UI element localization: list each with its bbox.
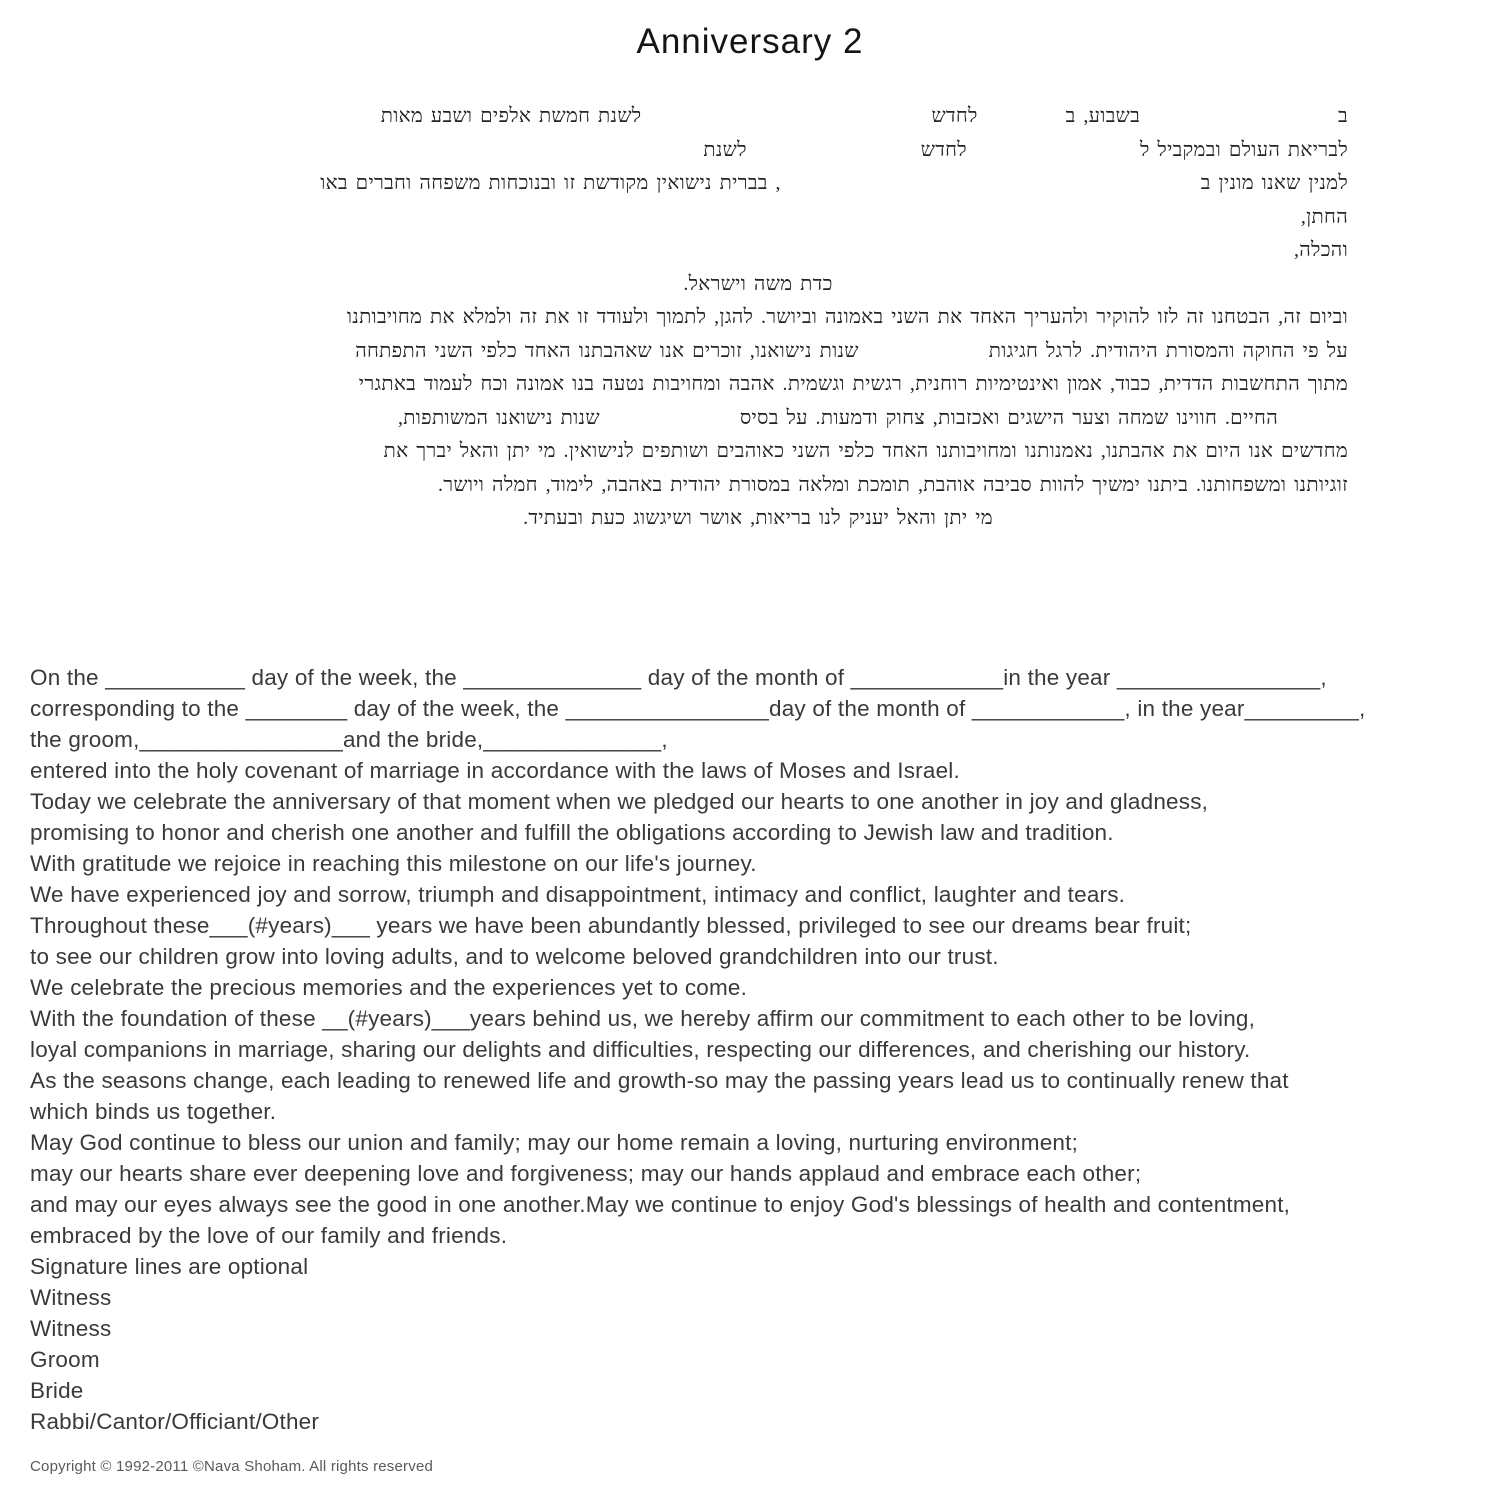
hebrew-text-block — [168, 100, 1348, 536]
hebrew-text: זוגיותנו ומשפחותנו. ביתנו ימשיך להוות סביבה אוהבת, תומכת ומלאה במסורת יהודית באהבה, לימוד, חמלה ויושר. — [437, 473, 1348, 496]
signature-line-label: Groom — [30, 1347, 100, 1372]
signature-line-label: Witness — [30, 1316, 112, 1341]
english-text-block — [30, 662, 1485, 1437]
fill-in-blank — [967, 154, 1140, 156]
hebrew-text: לחדש — [931, 105, 978, 127]
signature-line-label: Bride — [30, 1378, 84, 1403]
hebrew-text: כדת משה וישראל. — [683, 272, 833, 295]
fill-in-blank — [1140, 120, 1338, 122]
hebrew-line — [168, 268, 1348, 302]
fill-in-blank — [978, 120, 1066, 122]
hebrew-text: מתוך התחשבות הדדית, כבוד, אמון ואינטימיות רוחנית, רגשית וגשמית. אהבה ומחויבות נטעה בנו אמונה וכח לעמוד באתגרי — [358, 373, 1348, 395]
hebrew-line — [168, 402, 1348, 436]
fill-in-blank — [859, 355, 989, 357]
signature-lines — [30, 1282, 1485, 1437]
english-line: to see our children grow into loving adults, and to welcome beloved grandchildren into our trust. — [30, 944, 999, 969]
english-line: With gratitude we rejoice in reaching this milestone on our life's journey. — [30, 851, 757, 876]
hebrew-line — [168, 435, 1348, 469]
hebrew-text: וביום זה, הבטחנו זה לזו להוקיר ולהעריך האחד את השני באמונה וביושר. להגן, לתמוך ולעודד זו את זה ולמלא את מחויבותנו — [346, 306, 1348, 328]
hebrew-text: מחדשים אנו היום את אהבתנו, נאמנותנו ומחויבותנו האחד כלפי השני כאוהבים ושותפים לנישואין. מי יתן והאל יברך את — [383, 440, 1348, 462]
hebrew-line-bride — [168, 234, 1348, 268]
english-line: entered into the holy covenant of marriage in accordance with the laws of Moses and Israel. — [30, 758, 960, 783]
english-line: the groom,________________and the bride,______________, — [30, 727, 668, 752]
fill-in-blank — [600, 422, 740, 424]
signature-note: Signature lines are optional — [30, 1254, 309, 1279]
hebrew-line — [168, 469, 1348, 503]
english-line: may our hearts share ever deepening love and forgiveness; may our hands applaud and embrace each other; — [30, 1161, 1142, 1186]
hebrew-line — [168, 134, 1348, 168]
signature-line-label: Rabbi/Cantor/Officiant/Other — [30, 1409, 320, 1434]
fill-in-blank — [781, 187, 1201, 189]
hebrew-line — [168, 502, 1348, 536]
hebrew-text: , בברית נישואין מקודשת זו ובנוכחות משפחה וחברים באו — [320, 172, 781, 194]
hebrew-text: לשנת חמשת אלפים ושבע מאות — [380, 105, 642, 127]
fill-in-blank — [641, 120, 931, 122]
english-line: Throughout these___(#years)___ years we have been abundantly blessed, privileged to see our dreams bear fruit; — [30, 913, 1192, 938]
hebrew-text: מי יתן והאל יעניק לנו בריאות, אושר ושיגשוג כעת ובעתיד. — [523, 507, 993, 529]
hebrew-text: לבריאת העולם ובמקביל ל — [1139, 138, 1348, 161]
hebrew-text: שנות נישואנו, זוכרים אנו שאהבתנו האחד כלפי השני התפתחה — [355, 339, 859, 362]
hebrew-text: בשבוע, ב — [1065, 105, 1141, 127]
english-line: corresponding to the ________ day of the week, the ________________day of the month of ____________, in the year_________, — [30, 696, 1366, 721]
signature-line-label: Witness — [30, 1285, 112, 1310]
hebrew-line — [168, 335, 1348, 369]
english-line: and may our eyes always see the good in one another.May we continue to enjoy God's blessings of health and contentment, — [30, 1192, 1291, 1217]
english-line: As the seasons change, each leading to renewed life and growth-so may the passing years lead us to continually renew that — [30, 1068, 1289, 1093]
page-title: Anniversary 2 — [636, 22, 864, 61]
english-line: embraced by the love of our family and friends. — [30, 1223, 508, 1248]
hebrew-line-groom — [168, 201, 1348, 235]
hebrew-text: לשנת — [703, 138, 747, 161]
copyright-notice: Copyright © 1992-2011 ©Nava Shoham. All rights reserved — [30, 1458, 434, 1475]
hebrew-line — [168, 368, 1348, 402]
english-line: May God continue to bless our union and family; may our home remain a loving, nurturing environment; — [30, 1130, 1079, 1155]
hebrew-text: שנות נישואנו המשותפות, — [397, 406, 600, 429]
fill-in-blank — [747, 154, 921, 156]
english-line: With the foundation of these __(#years)___years behind us, we hereby affirm our commitment to each other to be loving, — [30, 1006, 1256, 1031]
english-line: We have experienced joy and sorrow, triumph and disappointment, intimacy and conflict, laughter and tears. — [30, 882, 1126, 907]
english-line: We celebrate the precious memories and the experiences yet to come. — [30, 975, 748, 1000]
english-line: On the ___________ day of the week, the ______________ day of the month of ____________in the year ________________, — [30, 665, 1327, 690]
hebrew-text: על פי החוקה והמסורת היהודית. לרגל חגיגות — [988, 339, 1348, 362]
hebrew-line — [168, 100, 1348, 134]
hebrew-text: החיים. חווינו שמחה וצער הישגים ואכזבות, צחוק ודמעות. על בסיס — [739, 406, 1278, 429]
english-paragraph — [30, 662, 1485, 1251]
hebrew-line — [168, 301, 1348, 335]
hebrew-text: והכלה, — [1293, 239, 1348, 261]
hebrew-text: לחדש — [920, 138, 967, 161]
hebrew-line — [168, 167, 1348, 201]
english-line: loyal companions in marriage, sharing our delights and difficulties, respecting our differences, and cherishing our history. — [30, 1037, 1251, 1062]
hebrew-text: החתן, — [1300, 205, 1348, 228]
hebrew-text: ב — [1338, 105, 1348, 127]
hebrew-text: למנין שאנו מונין ב — [1200, 172, 1348, 194]
english-line: promising to honor and cherish one another and fulfill the obligations according to Jewish law and tradition. — [30, 820, 1114, 845]
english-line: Today we celebrate the anniversary of that moment when we pledged our hearts to one another in joy and gladness, — [30, 789, 1209, 814]
english-line: which binds us together. — [30, 1099, 277, 1124]
